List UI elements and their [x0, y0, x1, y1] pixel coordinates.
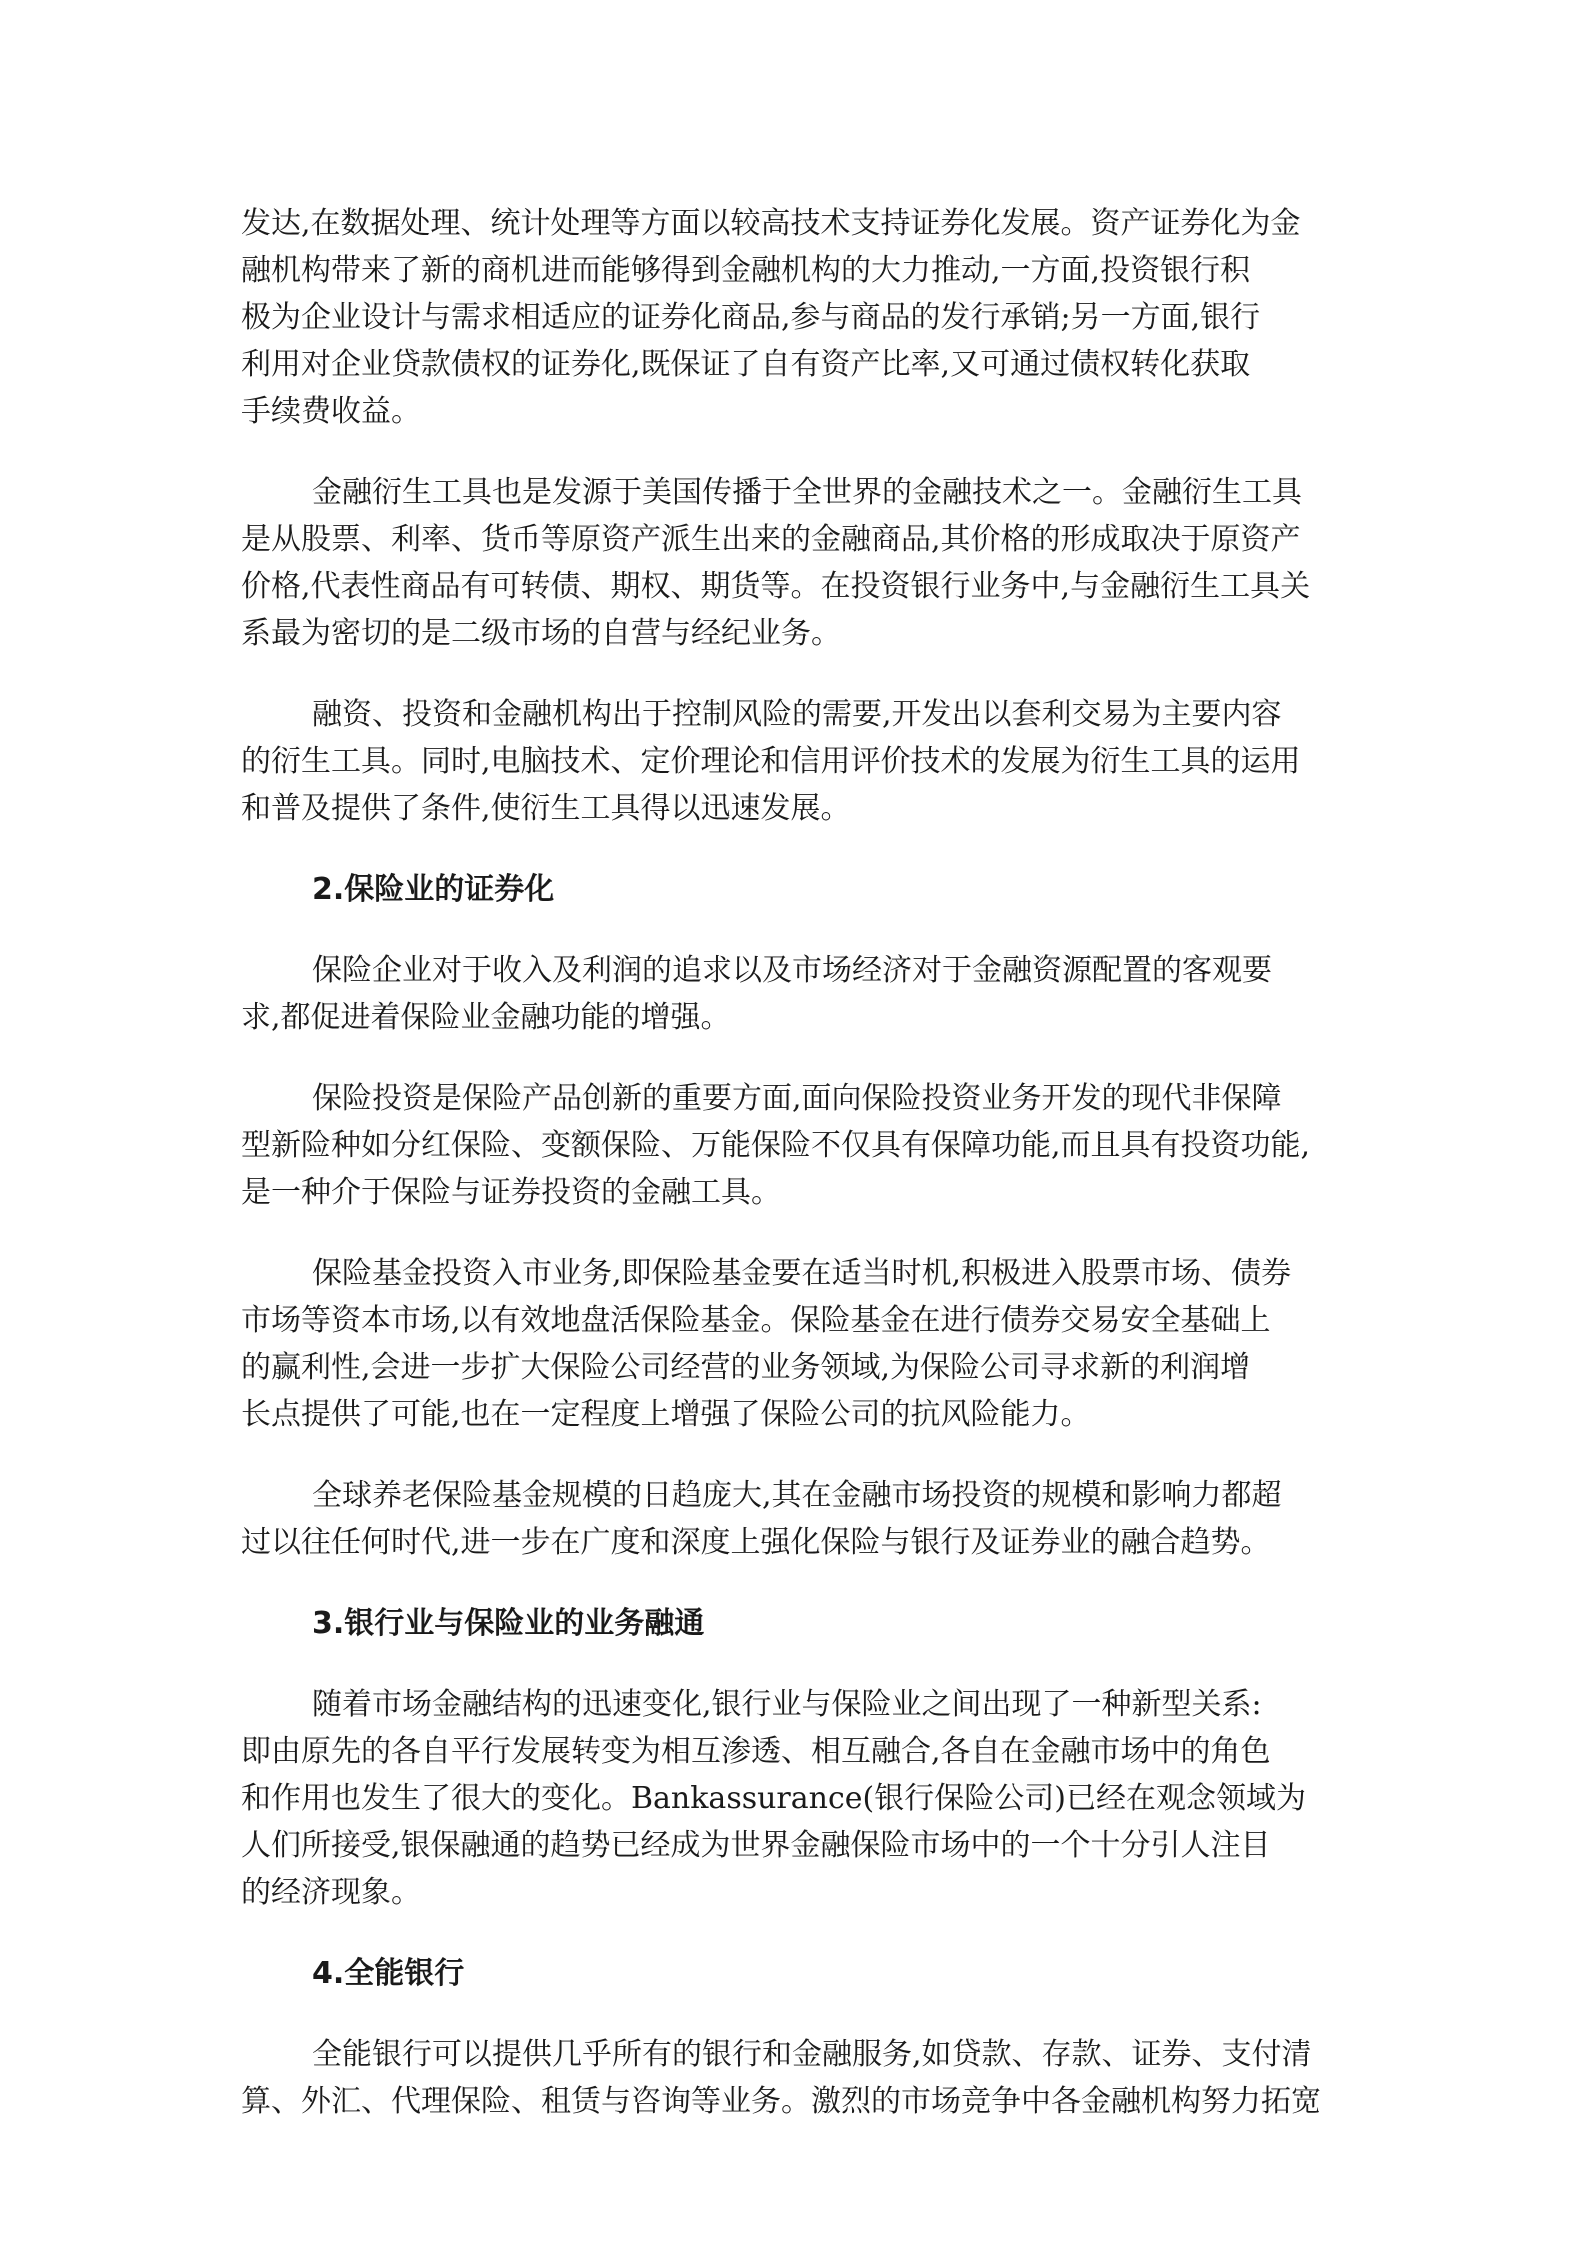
paragraph	[241, 947, 1352, 1041]
text-line: 融机构带来了新的商机进而能够得到金融机构的大力推动,一方面,投资银行积	[241, 253, 1251, 288]
text-line: 保险企业对于收入及利润的追求以及市场经济对于金融资源配置的客观要	[312, 953, 1272, 988]
text-line: 全能银行可以提供几乎所有的银行和金融服务,如贷款、存款、证券、支付清	[312, 2037, 1312, 2072]
text-line: 求,都促进着保险业金融功能的增强。	[241, 1000, 731, 1035]
text-line: 价格,代表性商品有可转债、期权、期货等。在投资银行业务中,与金融衍生工具关	[241, 569, 1311, 604]
paragraph	[241, 1250, 1352, 1438]
text-line: 发达,在数据处理、统计处理等方面以较高技术支持证券化发展。资产证券化为金	[241, 206, 1301, 241]
text-line: 手续费收益。	[241, 394, 421, 429]
page-content	[241, 200, 1352, 2159]
text-line: 长点提供了可能,也在一定程度上增强了保险公司的抗风险能力。	[241, 1397, 1091, 1432]
text-line: 保险基金投资入市业务,即保险基金要在适当时机,积极进入股票市场、债券	[312, 1256, 1292, 1291]
text-line: 和普及提供了条件,使衍生工具得以迅速发展。	[241, 791, 851, 826]
text-line: 极为企业设计与需求相适应的证券化商品,参与商品的发行承销;另一方面,银行	[241, 300, 1261, 335]
section-heading: 4.全能银行	[312, 1956, 465, 1991]
text-line: 保险投资是保险产品创新的重要方面,面向保险投资业务开发的现代非保障	[312, 1081, 1282, 1116]
text-line: 即由原先的各自平行发展转变为相互渗透、相互融合,各自在金融市场中的角色	[241, 1734, 1271, 1769]
text-line: 的衍生工具。同时,电脑技术、定价理论和信用评价技术的发展为衍生工具的运用	[241, 744, 1301, 779]
text-line: 市场等资本市场,以有效地盘活保险基金。保险基金在进行债券交易安全基础上	[241, 1303, 1271, 1338]
text-line: 过以往任何时代,进一步在广度和深度上强化保险与银行及证券业的融合趋势。	[241, 1525, 1271, 1560]
paragraph	[241, 691, 1352, 832]
text-line: 金融衍生工具也是发源于美国传播于全世界的金融技术之一。金融衍生工具	[312, 475, 1302, 510]
text-line: 随着市场金融结构的迅速变化,银行业与保险业之间出现了一种新型关系:	[312, 1687, 1262, 1722]
text-line: 全球养老保险基金规模的日趋庞大,其在金融市场投资的规模和影响力都超	[312, 1478, 1282, 1513]
text-line: 是从股票、利率、货币等原资产派生出来的金融商品,其价格的形成取决于原资产	[241, 522, 1301, 557]
text-line: 利用对企业贷款债权的证券化,既保证了自有资产比率,又可通过债权转化获取	[241, 347, 1251, 382]
paragraph	[241, 469, 1352, 657]
text-line: 的经济现象。	[241, 1875, 421, 1910]
text-line: 是一种介于保险与证券投资的金融工具。	[241, 1175, 781, 1210]
text-line: 的赢利性,会进一步扩大保险公司经营的业务领域,为保险公司寻求新的利润增	[241, 1350, 1251, 1385]
text-line: 算、外汇、代理保险、租赁与咨询等业务。激烈的市场竞争中各金融机构努力拓宽	[241, 2084, 1321, 2119]
paragraph	[241, 200, 1352, 435]
text-line: 和作用也发生了很大的变化。Bankassurance(银行保险公司)已经在观念领域为	[241, 1781, 1306, 1816]
paragraph	[241, 1681, 1352, 1916]
paragraph	[241, 1472, 1352, 1566]
section-heading: 2.保险业的证券化	[312, 872, 555, 907]
text-line: 融资、投资和金融机构出于控制风险的需要,开发出以套利交易为主要内容	[312, 697, 1282, 732]
section-heading: 3.银行业与保险业的业务融通	[312, 1606, 705, 1641]
text-line: 系最为密切的是二级市场的自营与经纪业务。	[241, 616, 841, 651]
text-line: 人们所接受,银保融通的趋势已经成为世界金融保险市场中的一个十分引人注目	[241, 1828, 1271, 1863]
text-line: 型新险种如分红保险、变额保险、万能保险不仅具有保障功能,而且具有投资功能,	[241, 1128, 1311, 1163]
paragraph	[241, 1075, 1352, 1216]
paragraph	[241, 2031, 1352, 2125]
